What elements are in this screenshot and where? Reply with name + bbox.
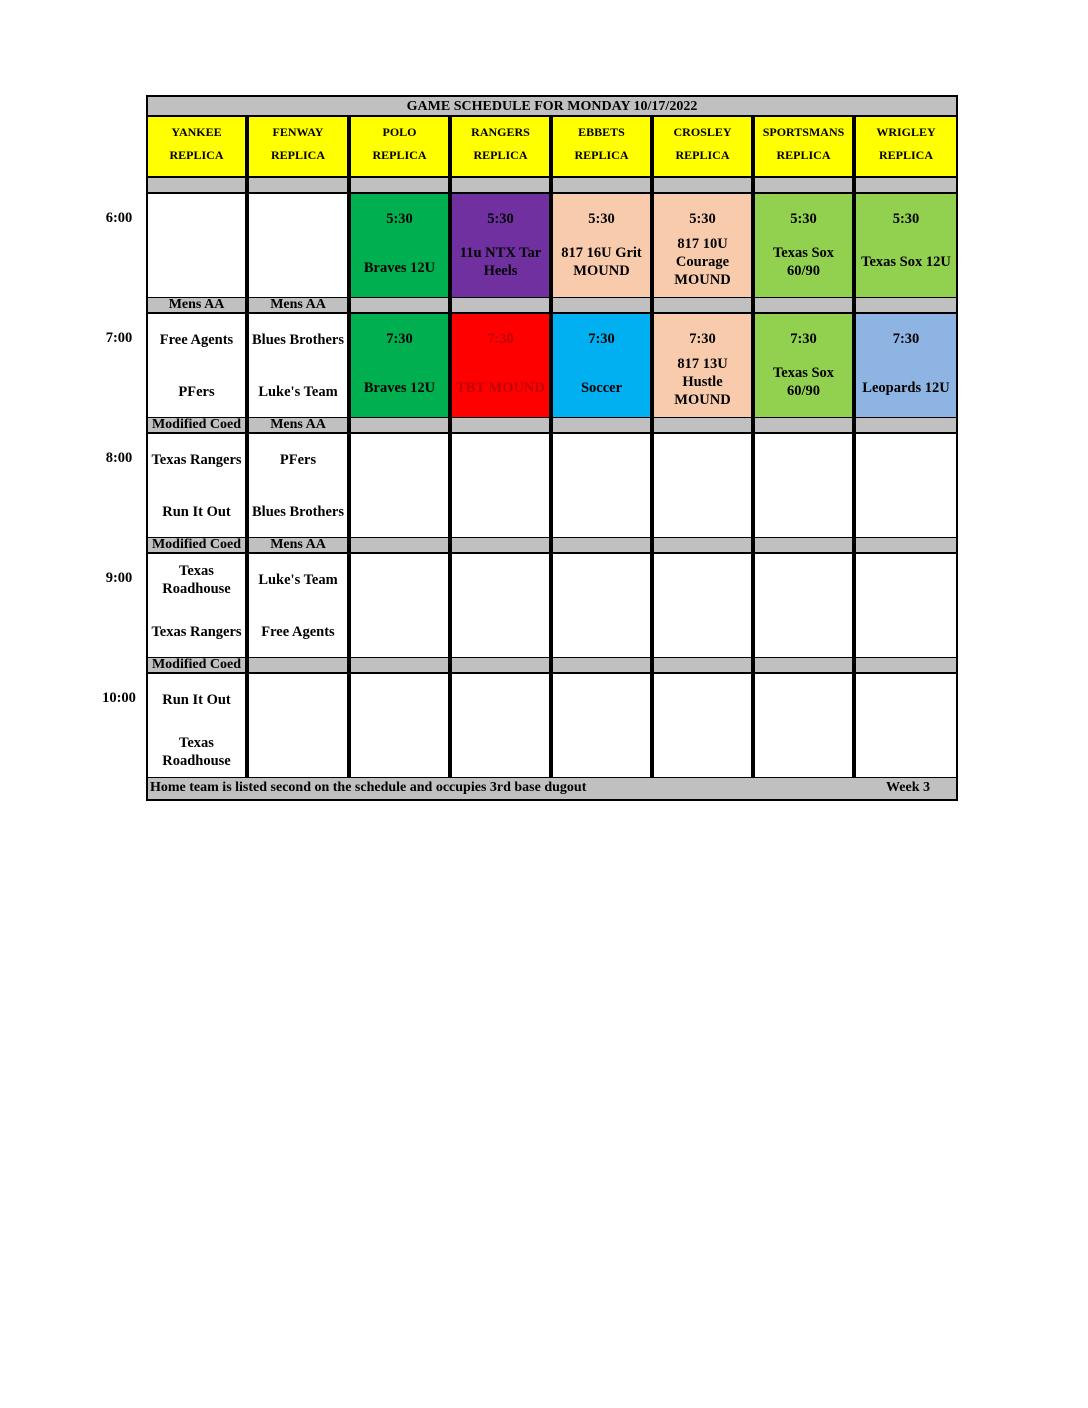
field-header-polo — [349, 117, 450, 178]
division-cell: Modified Coed — [146, 658, 247, 674]
game-time: 5:30 — [689, 211, 716, 227]
division-cell — [247, 658, 349, 674]
game-cell — [247, 554, 349, 659]
away-team: Free Agents — [159, 332, 234, 348]
team-name: Braves 12U — [363, 379, 436, 396]
division-cell — [450, 658, 551, 674]
game-time: 7:30 — [790, 331, 817, 347]
division-cell — [551, 538, 652, 554]
field-type: REPLICA — [776, 148, 831, 162]
division-cell — [551, 178, 652, 194]
division-cell: Modified Coed — [146, 538, 247, 554]
division-cell: Mens AA — [247, 418, 349, 434]
field-header-wrigley — [854, 117, 958, 178]
division-cell — [753, 418, 854, 434]
division-cell — [450, 178, 551, 194]
division-cell — [450, 538, 551, 554]
game-cell — [854, 434, 958, 539]
game-time: 7:30 — [588, 331, 615, 347]
home-team: Luke's Team — [258, 384, 338, 400]
field-name: YANKEE — [171, 125, 222, 139]
game-cell — [854, 554, 958, 659]
field-header-sportsmans — [753, 117, 854, 178]
team-name: Texas Sox 60/90 — [772, 244, 835, 279]
game-cell — [450, 554, 551, 659]
away-team: PFers — [279, 452, 317, 468]
game-time: 7:30 — [487, 331, 514, 347]
division-cell: Mens AA — [247, 298, 349, 314]
game-cell — [854, 314, 958, 419]
team-name: Texas Sox 12U — [861, 253, 951, 270]
team-name: Soccer — [580, 379, 623, 396]
division-cell — [551, 418, 652, 434]
team-name: Leopards 12U — [862, 379, 950, 396]
away-team: Luke's Team — [258, 572, 338, 588]
field-type: REPLICA — [878, 148, 933, 162]
division-cell — [753, 538, 854, 554]
game-cell — [551, 554, 652, 659]
division-cell — [652, 538, 753, 554]
division-cell — [652, 658, 753, 674]
team-name: Braves 12U — [363, 259, 436, 276]
game-cell — [146, 674, 247, 779]
division-cell — [349, 178, 450, 194]
division-cell — [652, 178, 753, 194]
game-cell — [753, 194, 854, 299]
time-label: 8:00 — [105, 450, 133, 466]
game-cell — [450, 194, 551, 299]
game-cell — [753, 434, 854, 539]
game-cell — [349, 674, 450, 779]
field-header-crosley — [652, 117, 753, 178]
division-cell — [349, 298, 450, 314]
game-cell — [652, 674, 753, 779]
division-cell — [753, 658, 854, 674]
game-cell — [551, 194, 652, 299]
home-team: Blues Brothers — [252, 504, 344, 520]
team-name: 817 16U Grit MOUND — [561, 244, 642, 279]
field-type: REPLICA — [270, 148, 325, 162]
game-cell — [450, 674, 551, 779]
field-name: RANGERS — [471, 125, 530, 139]
field-header-ebbets — [551, 117, 652, 178]
division-cell — [349, 418, 450, 434]
team-name: TBT MOUND — [456, 379, 545, 396]
division-cell — [349, 538, 450, 554]
game-cell — [247, 674, 349, 779]
game-time: 7:30 — [386, 331, 413, 347]
home-team: PFers — [178, 384, 215, 400]
field-name: SPORTSMANS — [762, 125, 845, 139]
field-type: REPLICA — [169, 148, 224, 162]
division-cell — [854, 418, 958, 434]
game-cell — [753, 314, 854, 419]
home-team: Run It Out — [162, 504, 231, 520]
home-team: Texas Rangers — [151, 624, 242, 640]
division-cell — [652, 418, 753, 434]
away-team: Blues Brothers — [252, 332, 344, 348]
division-cell — [146, 178, 247, 194]
team-name: Texas Sox 60/90 — [772, 364, 835, 399]
game-cell — [652, 554, 753, 659]
division-cell — [854, 538, 958, 554]
footer-note: Home team is listed second on the schedule and occupies 3rd base dugout — [150, 780, 587, 795]
game-cell — [652, 434, 753, 539]
week-label: Week 3 — [886, 780, 930, 795]
away-team: Texas Roadhouse — [162, 563, 231, 597]
field-name: POLO — [382, 125, 417, 139]
game-cell — [854, 194, 958, 299]
schedule-title: GAME SCHEDULE FOR MONDAY 10/17/2022 — [146, 95, 958, 117]
home-team: Texas Roadhouse — [162, 735, 231, 769]
game-cell — [753, 674, 854, 779]
game-cell — [652, 194, 753, 299]
division-cell — [753, 178, 854, 194]
field-header-fenway — [247, 117, 349, 178]
game-cell — [247, 194, 349, 299]
game-time: 7:30 — [689, 331, 716, 347]
division-cell — [854, 178, 958, 194]
field-header-rangers — [450, 117, 551, 178]
division-cell — [551, 298, 652, 314]
team-name: 817 10U Courage MOUND — [674, 235, 731, 288]
game-cell — [753, 554, 854, 659]
division-cell — [349, 658, 450, 674]
team-name: 11u NTX Tar Heels — [459, 244, 542, 279]
game-time: 5:30 — [487, 211, 514, 227]
game-cell — [349, 194, 450, 299]
division-cell — [247, 178, 349, 194]
field-type: REPLICA — [574, 148, 629, 162]
division-cell — [652, 298, 753, 314]
division-cell — [551, 658, 652, 674]
game-time: 5:30 — [588, 211, 615, 227]
time-label: 7:00 — [105, 330, 133, 346]
game-time: 5:30 — [386, 211, 413, 227]
game-cell — [349, 434, 450, 539]
field-type: REPLICA — [372, 148, 427, 162]
game-cell — [551, 434, 652, 539]
game-cell — [652, 314, 753, 419]
team-name: 817 13U Hustle MOUND — [674, 355, 731, 408]
field-name: WRIGLEY — [876, 125, 936, 139]
game-cell — [551, 674, 652, 779]
division-cell — [450, 298, 551, 314]
division-cell — [854, 658, 958, 674]
game-cell — [349, 314, 450, 419]
game-cell — [247, 314, 349, 419]
game-cell — [146, 314, 247, 419]
field-type: REPLICA — [675, 148, 730, 162]
game-cell — [551, 314, 652, 419]
field-header-yankee — [146, 117, 247, 178]
field-name: FENWAY — [272, 125, 324, 139]
division-cell — [854, 298, 958, 314]
field-type: REPLICA — [473, 148, 528, 162]
division-cell — [753, 298, 854, 314]
time-label: 6:00 — [105, 210, 133, 226]
game-cell — [854, 674, 958, 779]
division-cell: Mens AA — [247, 538, 349, 554]
field-name: CROSLEY — [673, 125, 732, 139]
home-team: Free Agents — [261, 624, 335, 640]
away-team: Run It Out — [162, 692, 231, 708]
game-cell — [146, 194, 247, 299]
game-cell — [349, 554, 450, 659]
game-cell — [247, 434, 349, 539]
game-cell — [146, 554, 247, 659]
game-cell — [450, 314, 551, 419]
time-label: 9:00 — [105, 570, 133, 586]
game-time: 7:30 — [892, 331, 920, 347]
footer-bar — [146, 778, 958, 801]
division-cell — [450, 418, 551, 434]
away-team: Texas Rangers — [151, 452, 242, 468]
field-name: EBBETS — [578, 125, 625, 139]
game-cell — [450, 434, 551, 539]
game-time: 5:30 — [892, 211, 920, 227]
division-cell: Modified Coed — [146, 418, 247, 434]
game-time: 5:30 — [790, 211, 817, 227]
time-label: 10:00 — [102, 690, 136, 706]
game-cell — [146, 434, 247, 539]
division-cell: Mens AA — [146, 298, 247, 314]
